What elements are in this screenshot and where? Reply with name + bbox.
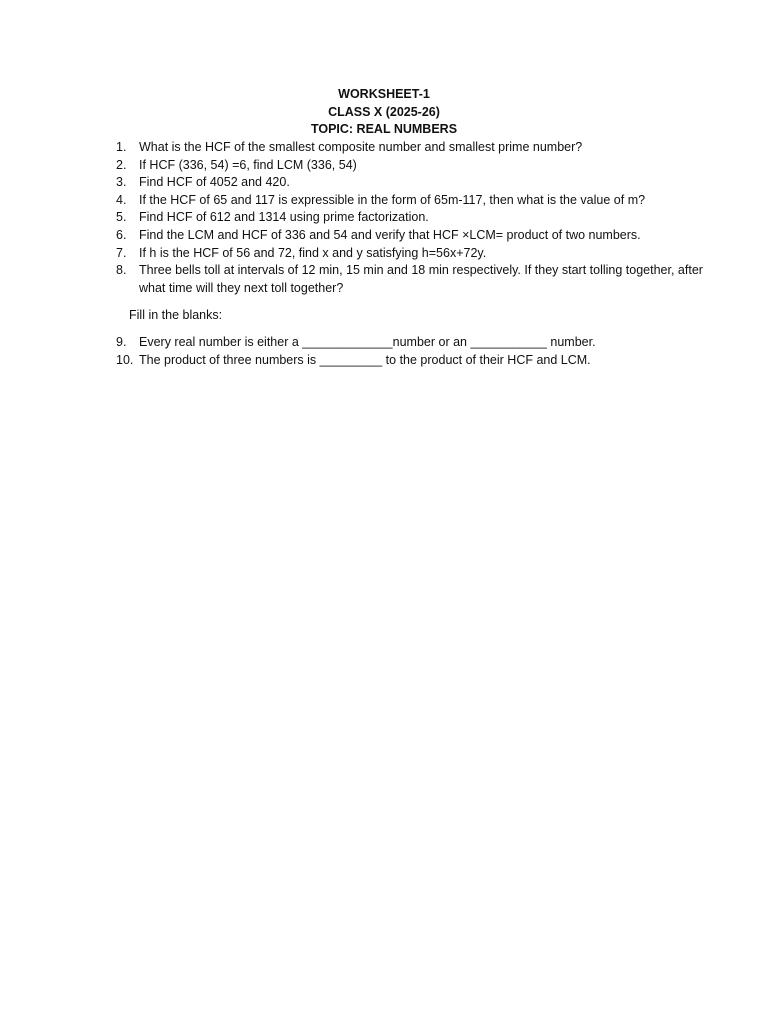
fill-question-list	[116, 334, 716, 369]
question-number: 7.	[116, 245, 127, 260]
question-text: If the HCF of 65 and 117 is expressible in the form of 65m-117, then what is the value of m?	[139, 192, 646, 207]
question-list	[116, 139, 716, 297]
question-item	[116, 352, 716, 370]
question-item	[116, 209, 716, 227]
question-number: 8.	[116, 263, 127, 278]
question-text: If HCF (336, 54) =6, find LCM (336, 54)	[139, 157, 357, 172]
topic-line: TOPIC: REAL NUMBERS	[310, 122, 458, 136]
question-item	[116, 157, 716, 175]
question-text: If h is the HCF of 56 and 72, find x and y satisfying h=56x+72y.	[139, 245, 487, 260]
worksheet-header	[0, 86, 768, 139]
question-text: Find HCF of 4052 and 420.	[139, 175, 290, 190]
question-number: 4.	[116, 192, 127, 207]
question-number: 2.	[116, 157, 127, 172]
question-number: 3.	[116, 175, 127, 190]
question-text: Every real number is either a _____________number or an ___________ number.	[139, 335, 596, 349]
question-number: 1.	[116, 140, 127, 154]
question-number: 6.	[116, 227, 127, 242]
question-item	[116, 262, 716, 297]
question-item	[116, 139, 716, 157]
question-text: Find HCF of 612 and 1314 using prime factorization.	[139, 210, 429, 225]
fill-in-blanks-heading: Fill in the blanks:	[129, 308, 223, 322]
question-number: 10.	[116, 352, 134, 367]
worksheet-title: WORKSHEET-1	[338, 87, 430, 101]
question-item	[116, 334, 716, 352]
question-item	[116, 245, 716, 263]
question-text: Three bells toll at intervals of 12 min, 15 min and 18 min respectively. If they start tolling together, after what time will they next toll together?	[139, 263, 707, 295]
question-text: What is the HCF of the smallest composite number and smallest prime number?	[139, 140, 583, 154]
question-item	[116, 174, 716, 192]
question-text: The product of three numbers is _________ to the product of their HCF and LCM.	[139, 352, 591, 367]
question-item	[116, 192, 716, 210]
class-line: CLASS X (2025-26)	[328, 104, 440, 119]
question-number: 9.	[116, 335, 127, 349]
question-text: Find the LCM and HCF of 336 and 54 and verify that HCF ×LCM= product of two numbers.	[139, 227, 641, 242]
question-item	[116, 227, 716, 245]
question-number: 5.	[116, 210, 127, 225]
